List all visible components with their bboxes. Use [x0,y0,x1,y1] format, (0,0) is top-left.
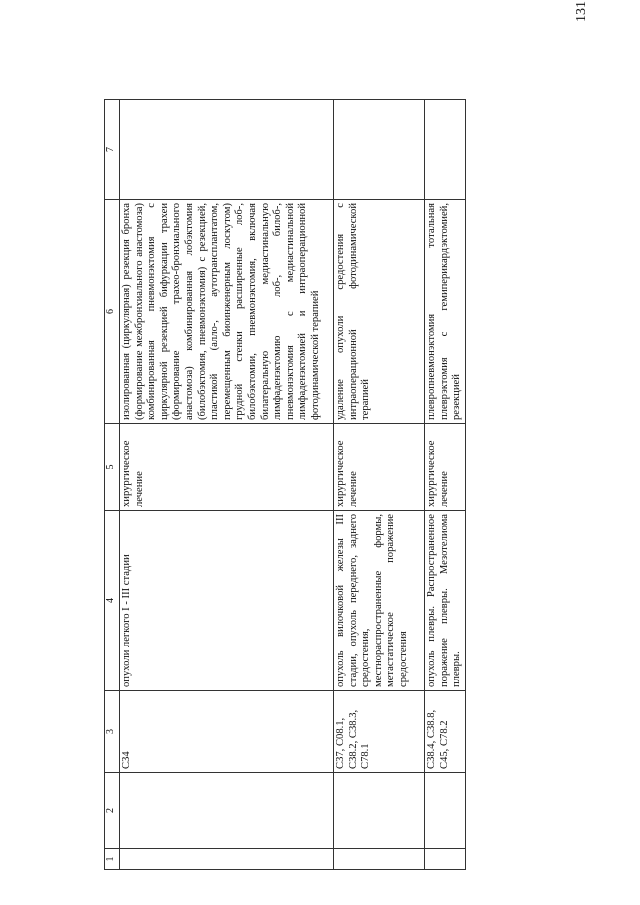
cell-cost [425,100,466,200]
column-header-7: 7 [105,100,120,200]
table-row [334,100,425,870]
cell-name [334,773,425,849]
cell-diagnosis: опухоль вилочковой железы III стадии, опухоль переднего, заднего средостения, местнораспространенные формы, метастатическое поражение средостения [334,511,425,691]
column-header-3: 3 [105,691,120,773]
cell-treatment-type: хирургическое лечение [334,424,425,511]
rotated-table-container [104,100,609,870]
procedures-table [104,99,466,870]
cell-name [425,773,466,849]
page-number: 131 [574,1,589,22]
cell-treatment-type: хирургическое лечение [425,424,466,511]
cell-treatment-method: изолированная (циркулярная) резекция бронха (формирование межбронхиального анастомоза) комбинированная пневмонэктомия с циркулярной резекцией бифуркации трахеи (формирование трахео-бронхиального анастомоза) комбинированная лобэктомия (билобэктомия, пневмонэктомия) с резекцией, пластикой (алло-, аутотрансплантатом, перемещенным биоинженерным лоскутом) грудной стенки расширенные лоб-, билобэктомии, пневмонэктомия, включая билатеральную медиастинальную лимфаденэктомию лоб-, билоб-, пневмонэктомия с медиастинальной лимфаденэктомией и интраоперационной фотодинамической терапией [120,200,334,424]
cell-cost [120,100,334,200]
cell-icd-codes: C38.4, C38.8, C45, C78.2 [425,691,466,773]
column-header-5: 5 [105,424,120,511]
cell-name [120,773,334,849]
column-header-2: 2 [105,773,120,849]
column-header-4: 4 [105,511,120,691]
cell-number [425,849,466,870]
table-row [425,100,466,870]
column-header-6: 6 [105,200,120,424]
cell-icd-codes: C37, C08.1, C38.2, C38.3, C78.1 [334,691,425,773]
cell-diagnosis: опухоль плевры. Распространенное поражение плевры. Мезотелиома плевры. [425,511,466,691]
cell-diagnosis: опухоли легкого I - III стадии [120,511,334,691]
cell-treatment-type: хирургическое лечение [120,424,334,511]
table-row [120,100,334,870]
cell-treatment-method: удаление опухоли средостения с интраоперационной фотодинамической терапией [334,200,425,424]
header-row [105,100,120,870]
cell-cost [334,100,425,200]
cell-number [334,849,425,870]
column-header-1: 1 [105,849,120,870]
cell-icd-codes: C34 [120,691,334,773]
cell-treatment-method: плевропневмонэктомия тотальная плеврэктомия с гемиперикардэктомией, резекцией [425,200,466,424]
cell-number [120,849,334,870]
